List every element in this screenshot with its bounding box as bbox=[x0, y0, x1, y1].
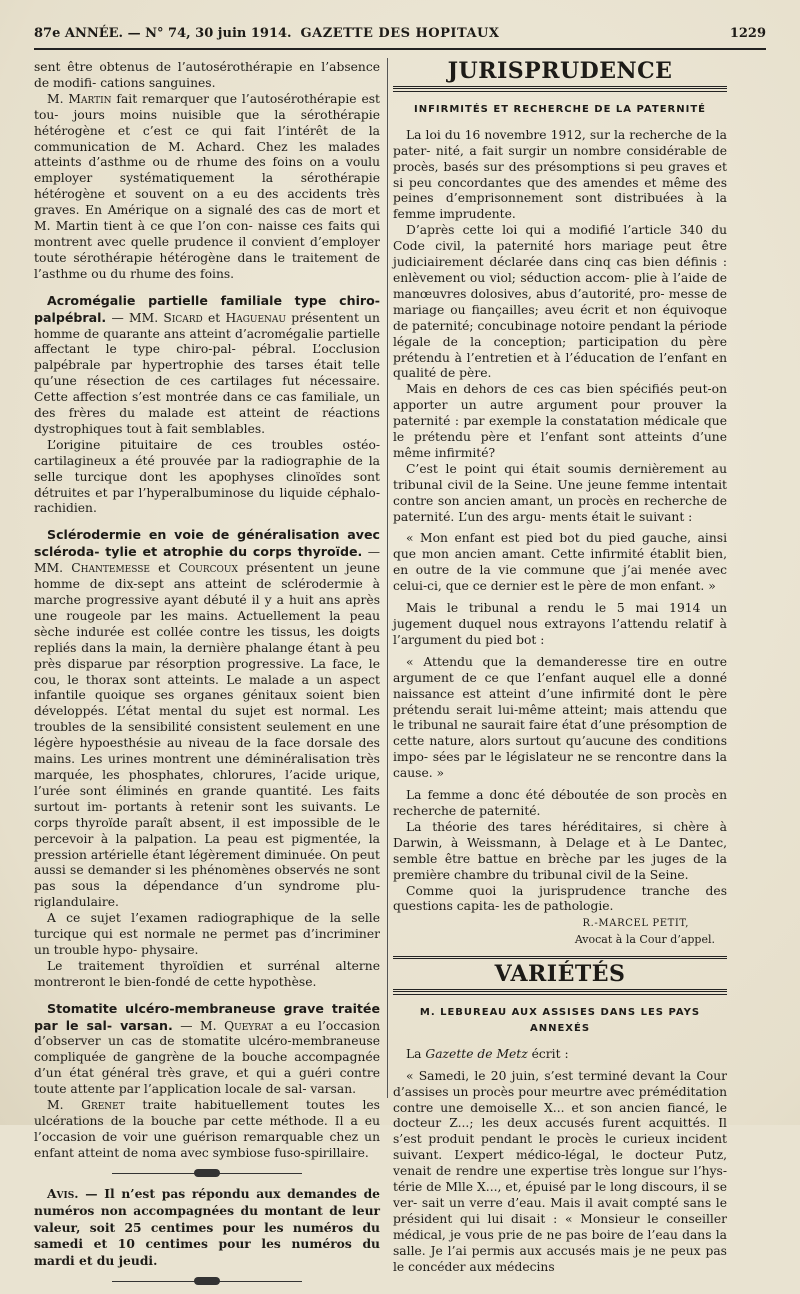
paragraph: D’après cette loi qui a modifié l’article 340 du Code civil, la paternité hors mariage peut être judiciairement déclarée dans cinq cas bien définis : enlèvement ou viol; séduction accom- plie à l’aide de manœuvres dolosives, abus d’autorité, pro- messe de mariage ou fiançailles; aveu écrit et non équivoque de paternité; concubinage notoire pendant la période légale de la conception; participation du père prétendu à l’entretien et à l’éducation de l’enfant en qualité de père. bbox=[393, 223, 728, 381]
header-rule bbox=[34, 48, 766, 50]
section-acromegalie: Acromégalie partielle familiale type chiro-palpébral. — MM. Sicard et Haguenau présentent un homme de quarante ans atteint d’acromégalie partielle affectant le type chiro-pal- pébral. L’occlusion palpébrale par hypertrophie des tarses était telle qu’une résection de ces cartilages fut nécessaire. Cette affection s’est montrée dans ce cas familiale, un des frères du malade est atteint de réactions dystrophiques tout à fait semblables. bbox=[34, 292, 380, 436]
signature-name: R.-MARCEL PETIT, bbox=[582, 918, 689, 930]
rubric-jurisprudence: JURISPRUDENCE bbox=[447, 58, 673, 84]
author-name: Haguenau bbox=[225, 310, 287, 325]
paragraph: C’est le point qui était soumis dernièrement au tribunal civil de la Seine. Une jeune femme intentait contre son ancien amant, un procès en recherche de paternité. L’un des argu- ments était le suivant : bbox=[393, 461, 727, 524]
section-sclerodermie: Sclérodermie en voie de généralisation avec scléroda- tylie et atrophie du corps thyroïde. — MM. Chantemesse et Courcoux présentent un jeune homme de dix-sept ans atteint de sclérodermie à marche progressive ayant débuté il y a huit ans après une rougeole par les mains. Actuellement la peau sèche indurée est collée contre les tissus, les doigts repliés dans la main, la dernière phalange étant à peu près disparue par résorption progressive. La face, le cou, le thorax sont atteints. Le malade a un aspect infantile quoique ses organes génitaux soient bien développés. L’état mental du sujet est normal. Les troubles de la sensibilité consistent seulement en une légère hypoesthésie au niveau de la face dorsale des mains. Les urines montrent une déminéralisation très marquée, les phosphates, chlorures, l’acide urique, l’urée sont éliminés en grande quantité. Les faits surtout im- portants à retenir sont les suivants. Le corps thyroïde paraît absent, il est impossible de le percevoir à la palpation. La peau est pigmentée, la pression artérielle étant légèrement diminuée. On peut aussi se demander si les phénomènes observés ne sont pas sous la dépendance d’un syndrome plu- riglandulaire. bbox=[34, 527, 381, 910]
section-stomatite: Stomatite ulcéro-membraneuse grave traitée par le sal- varsan. — M. Queyrat a eu l’occasion d’observer un cas de stomatite ulcéro-membraneuse compliquée de gangrène de la bouche accompagnée d’un état général très grave, et qui a guéri contre toute attente par l’application locale de sal- varsan. bbox=[34, 1000, 380, 1097]
issue-info: 87e ANNÉE. — N° 74, 30 juin 1914. bbox=[34, 26, 292, 41]
author-name: M. Martin bbox=[47, 91, 112, 106]
author-name: Chantemesse bbox=[71, 561, 150, 576]
ornament-divider bbox=[34, 1170, 380, 1176]
quotation: « Samedi, le 20 juin, s’est terminé devant la Cour d’assises un procès pour meurtre avec préméditation contre une demoiselle X... et son ancien fiancé, le docteur Z...; les deux accusés furent acquittés. Il s’est produit pendant le procès le curieux incident suivant. L’expert médico-légal, le docteur Putz, venait de rendre une expertise très longue sur l’hys- térie de Mlle X..., et, épuisé par le long discours, il se ver- sait un verre d’eau. Mais il avait compté sans le président qui lui disait : « Monsieur le conseiller médical, je vous prie de ne pas boire de l’eau dans la salle. Je l’ai permis aux accusés mais je ne peux pas le concéder aux médecins bbox=[393, 1068, 727, 1274]
paragraph: Mais en dehors de ces cas bien spécifiés peut-on apporter un autre argument pour prouver la paternité : par exemple la constatation médicale que le prétendu père et l’enfant sont atteints d’une même infirmité? bbox=[393, 382, 727, 460]
paragraph: M. Martin fait remarquer que l’autosérothérapie est tou- jours moins nuisible que la sérothérapie hétérogène et c’est ce qui fait l’intérêt de la communication de M. Achard. Chez les malades atteints d’asthme ou de rhume des foins on a voulu employer systématiquement la sérothérapie hétérogène et souvent on a eu des accidents très graves. En Amérique on a signalé des cas de mort et M. Martin tient à ce que l’on con- naisse ces faits qui montrent avec quelle prudence il convient d’employer toute sérothérapie hétérogène dans le traitement de l’asthme ou du rhume des foins. bbox=[34, 91, 380, 281]
paragraph: A ce sujet l’examen radiographique de la selle turcique qui est normale ne permet pas d’incriminer un trouble hypo- physaire. bbox=[34, 911, 380, 957]
page-number: 1229 bbox=[729, 26, 766, 41]
paragraph: Comme quoi la jurisprudence tranche des questions capita- les de pathologie. bbox=[393, 883, 727, 914]
avis-label: Avis. bbox=[47, 1185, 79, 1201]
section-title: Sclérodermie en voie de généralisation avec scléroda- tylie et atrophie du corps thyroïde. bbox=[34, 527, 380, 560]
journal-name: Gazette de Metz bbox=[425, 1046, 528, 1061]
column-divider bbox=[387, 58, 388, 1098]
rubric-rule bbox=[393, 86, 727, 92]
paragraph: Mais le tribunal a rendu le 5 mai 1914 un jugement duquel nous extrayons l’attendu relatif à l’argument du pied bot : bbox=[393, 601, 727, 647]
section-title: Acromégalie partielle familiale type chiro-palpébral. bbox=[34, 292, 380, 325]
rubric-rule bbox=[393, 989, 727, 995]
quotation: « Attendu que la demanderesse tire en outre argument de ce que l’enfant auquel elle a donné naissance est atteint d’une infirmité dont le père prétendu serait lui-même atteint; mais attendu que le tribunal ne saurait faire état d’une présomption de cette nature, alors surtout qu’aucune des conditions impo- sées par le législateur ne se rencontre dans la cause. » bbox=[393, 654, 727, 781]
right-column bbox=[393, 60, 727, 1276]
section-title: Stomatite ulcéro-membraneuse grave traitée par le sal- varsan. bbox=[34, 1000, 380, 1033]
author-name: Courcoux bbox=[178, 561, 238, 576]
avis-notice: Avis. — Il n’est pas répondu aux demandes de numéros non accompagnées du montant de leur valeur, soit 25 centimes pour les numéros du samedi et 10 centimes pour les numéros du mardi et du jeudi. bbox=[34, 1185, 380, 1269]
author-name: Sicard bbox=[163, 310, 203, 325]
ornament-divider bbox=[34, 1278, 380, 1284]
signature-role: Avocat à la Cour d’appel. bbox=[574, 933, 715, 947]
author-name: Queyrat bbox=[224, 1018, 274, 1033]
paragraph: La femme a donc été déboutée de son procès en recherche de paternité. bbox=[393, 788, 727, 818]
left-column bbox=[34, 60, 380, 1294]
paragraph: L’origine pituitaire de ces troubles ostéo-cartilagineux a été prouvée par la radiographie de la selle turcique dont les apophyses clinoïdes sont détruites et par l’hyperalbuminose du liquide céphalo-rachidien. bbox=[34, 437, 380, 516]
article-title: INFIRMITÉS ET RECHERCHE DE LA PATERNITÉ bbox=[414, 103, 706, 115]
article-title: M. LEBUREAU AUX ASSISES DANS LES PAYS ANNEXÉS bbox=[419, 1007, 701, 1034]
paragraph: La Gazette de Metz écrit : bbox=[406, 1046, 569, 1061]
journal-title: GAZETTE DES HOPITAUX bbox=[300, 26, 500, 41]
quotation: « Mon enfant est pied bot du pied gauche, ainsi que mon ancien amant. Cette infirmité établit bien, en outre de la vie commune que j’ai menée avec celui-ci, que ce dernier est le père de mon enfant. » bbox=[393, 531, 727, 594]
paragraph: La loi du 16 novembre 1912, sur la recherche de la pater- nité, a fait surgir un nombre considérable de procès, basés sur des présomptions si peu graves et si peu concordantes que des amendes et même des peines d’emprisonnement sont distribuées à la femme imprudente. bbox=[393, 127, 727, 222]
paragraph: M. Grenet traite habituellement toutes les ulcérations de la bouche par cette méthode. Il a eu l’occasion de voir une guérison remarquable chez un enfant atteint de noma avec symbiose fuso-spirillaire. bbox=[34, 1098, 380, 1160]
paragraph: sent être obtenus de l’autosérothérapie en l’absence de modifi- cations sanguines. bbox=[34, 60, 380, 90]
paragraph: La théorie des tares héréditaires, si chère à Darwin, à Weissmann, à Delage et à Le Dantec, semble être battue en brèche par les juges de la première chambre du tribunal civil de la Seine. bbox=[393, 819, 727, 882]
author-name: Grenet bbox=[81, 1098, 125, 1113]
running-head bbox=[34, 26, 766, 48]
rubric-varietes: VARIÉTÉS bbox=[494, 961, 626, 988]
paragraph: Le traitement thyroïdien et surrénal alterne montreront le bien-fondé de cette hypothèse. bbox=[34, 958, 380, 989]
